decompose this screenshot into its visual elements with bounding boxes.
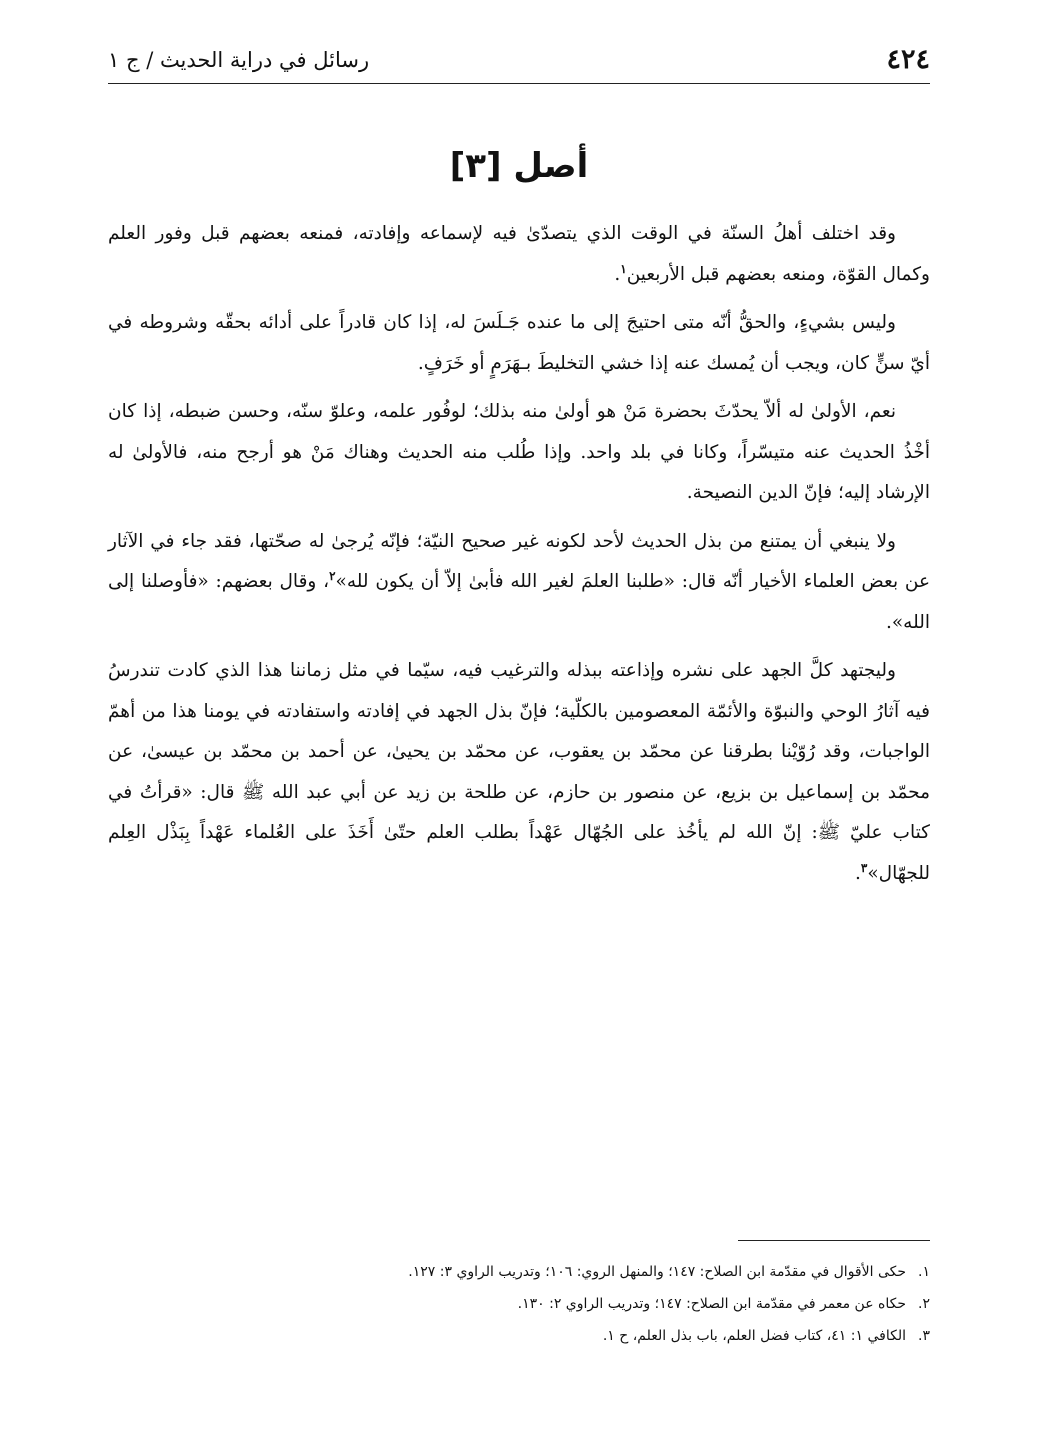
section-title: أصل [٣] <box>449 146 589 186</box>
footnote-ref[interactable]: ١ <box>620 261 627 276</box>
paragraph: وليس بشيءٍ، والحقُّ أنّه متى احتيجَ إلى ما عنده جَـلَسَ له، إذا كان قادراً على أدائه بحقّه وشروطه في أيّ سنٍّ كان، ويجب أن يُمسك عنه إذا خشي التخليطَ بـهَرَمٍ أو خَرَفٍ. <box>108 312 930 374</box>
header-divider <box>108 83 930 84</box>
footnote-text: حكاه عن معمر في مقدّمة ابن الصلاح: ١٤٧؛ وتدريب الراوي ٢: ١٣٠. <box>517 1296 906 1312</box>
paragraph: وليجتهد كلَّ الجهد على نشره وإذاعته ببذله والترغيب فيه، سيّما في مثل زماننا هذا الذي كادت تندرسُ فيه آثارُ الوحي والنبوّة والأئمّة المعصومين بالكلّية؛ فإنّ بذل الجهد في إفادته واستفادته في يومنا هذا من أهمّ الواجبات، وقد رُوّيْنا بطرقنا عن محمّد بن يعقوب، عن محمّد بن يحيىٰ، عن أحمد بن محمّد بن عيسىٰ، عن محمّد بن إسماعيل بن بزيع، عن منصور بن حازم، عن طلحة بن زيد عن أبي عبد الله ﷺ قال: «قرأتُ في كتاب عليّ ﷺ: إنّ الله لم يأخُذ على الجُهّال عَهْداً بطلب العلم حتّىٰ أَخَذَ على العُلماء عَهْداً بِبَذْل العِلم للجهّال»$^٣$. <box>108 660 930 884</box>
footnote-ref[interactable]: ٢ <box>329 568 336 583</box>
footnote <box>108 1256 930 1288</box>
paragraph: نعم، الأولىٰ له ألاّ يحدّثَ بحضرة مَنْ هو أولىٰ منه بذلك؛ لوفُور علمه، وعلوّ سنّه، وحسن ضبطه، إذا كان أخْذُ الحديث عنه متيسّراً، وكانا في بلد واحد. وإذا طُلب منه الحديث وهناك مَنْ هو أرجح منه، فالأولىٰ له الإرشاد إليه؛ فإنّ الدين النصيحة. <box>108 401 930 503</box>
footnote-text: حكى الأقوال في مقدّمة ابن الصلاح: ١٤٧؛ والمنهل الروي: ١٠٦؛ وتدريب الراوي ٣: ١٢٧. <box>408 1264 906 1280</box>
footnote <box>108 1320 930 1352</box>
footnotes <box>108 1256 930 1352</box>
running-title: رسائل في دراية الحديث / ج ١ <box>108 48 370 72</box>
page-header <box>108 40 930 80</box>
paragraph: وقد اختلف أهلُ السنّة في الوقت الذي يتصدّىٰ فيه لإسماعه وإفادته، فمنعه بعضهم قبل وفور العلم وكمال القوّة، ومنعه بعضهم قبل الأربعين$^١$. <box>108 223 930 285</box>
footnote-ref[interactable]: ٣ <box>860 860 868 875</box>
footnote-number: ٢. <box>918 1296 930 1312</box>
body-text <box>108 214 930 902</box>
footnote <box>108 1288 930 1320</box>
footnote-text: الكافي ١: ٤١، كتاب فضل العلم، باب بذل العلم، ح ١. <box>602 1328 906 1344</box>
footnote-divider <box>738 1240 930 1241</box>
footnote-number: ٣. <box>918 1328 930 1344</box>
page-number: ٤٢٤ <box>886 44 930 75</box>
paragraph: ولا ينبغي أن يمتنع من بذل الحديث لأحد لكونه غير صحيح النيّة؛ فإنّه يُرجىٰ له صحّتها، فقد جاء في الآثار عن بعض العلماء الأخيار أنّه قال: «طلبنا العلمَ لغير الله فأبىٰ إلاّ أن يكون لله»$^٢$، وقال بعضهم: «فأوصلنا إلى الله». <box>108 530 930 633</box>
footnote-number: ١. <box>918 1264 930 1280</box>
